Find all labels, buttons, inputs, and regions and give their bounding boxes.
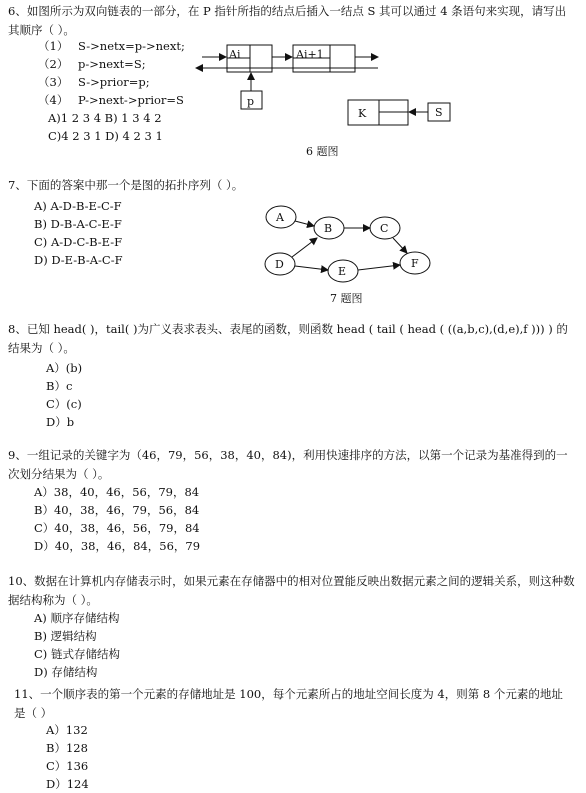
q7-option-b: B) D-B-A-C-E-F xyxy=(34,217,122,231)
graph-node-f: F xyxy=(411,257,419,270)
q10-option-a: A) 顺序存储结构 xyxy=(34,611,120,625)
q8-option-d: D）b xyxy=(46,415,75,429)
statement-number: （4） xyxy=(38,93,69,107)
q7-stem: 7、下面的答案中那一个是图的拓扑序列（ ）。 xyxy=(8,178,244,192)
pointer-p-label: p xyxy=(247,95,255,108)
graph-node-a: A xyxy=(276,211,284,224)
node-ai-label: Ai xyxy=(229,48,241,61)
q10-option-c: C) 链式存储结构 xyxy=(34,647,120,661)
statement-number: （2） xyxy=(38,57,69,71)
q8-stem: 8、已知 head( )，tail( )为广义表求表头、表尾的函数，则函数 head ( tail ( head ( ((a,b,c),(d,e),f ))) ) 的结果为（ ）。 xyxy=(8,322,568,355)
q10-option-b: B) 逻辑结构 xyxy=(34,629,97,643)
edge-d-b xyxy=(292,238,317,257)
q8-option-c: C）(c) xyxy=(46,397,82,411)
graph-node-e: E xyxy=(338,265,347,278)
pointer-s-box xyxy=(428,103,450,121)
q6-stem: 6、如图所示为双向链表的一部分，在 P 指针所指的结点后插入一结点 S 其可以通过 4 条语句来实现，请写出其顺序（ ）。 xyxy=(8,4,567,37)
edge-c-f xyxy=(393,238,407,253)
statement-code: p->next=S; xyxy=(77,57,146,71)
statement-code: P->next->prior=S xyxy=(77,93,184,107)
node-k-label: K xyxy=(358,107,367,120)
q6-caption: 6 题图 xyxy=(306,145,339,158)
q10-stem: 10、数据在计算机内存储表示时，如果元素在存储器中的相对位置能反映出数据元素之间的逻辑关系，则这种数据结构称为（ ）。 xyxy=(8,574,575,607)
node-ai-plus-1-label: Ai+1 xyxy=(296,48,324,61)
graph-node-c: C xyxy=(380,222,389,235)
node-ai xyxy=(227,45,272,72)
edge-e-f xyxy=(358,265,400,270)
statement-code: S->prior=p; xyxy=(77,75,150,89)
q9-option-c: C）40，38，46，56，79，84 xyxy=(34,521,200,535)
pointer-s-label: S xyxy=(435,106,443,119)
q11-option-c: C）136 xyxy=(46,759,89,773)
edge-d-e xyxy=(295,266,328,270)
q6-statement-1 xyxy=(38,38,185,54)
q7-graph xyxy=(265,206,430,282)
q11-option-d: D）124 xyxy=(46,777,89,791)
statement-code: S->netx=p->next; xyxy=(77,39,185,53)
q6-statement-3 xyxy=(38,74,150,90)
q7-option-a: A) A-D-B-E-C-F xyxy=(34,199,122,213)
q6-statement-2 xyxy=(38,56,146,72)
q6-statement-4 xyxy=(38,92,184,108)
node-ai-plus-1 xyxy=(293,45,355,72)
node-k xyxy=(348,100,408,125)
q7-caption: 7 题图 xyxy=(330,292,363,305)
q7-option-c: C) A-D-C-B-E-F xyxy=(34,235,123,249)
statement-number: （3） xyxy=(38,75,69,89)
statement-number: （1） xyxy=(38,39,69,53)
q6-options-line-2: C)4 2 3 1 D) 4 2 3 1 xyxy=(48,129,163,143)
q10-option-d: D) 存储结构 xyxy=(34,665,98,679)
q9-stem: 9、一组记录的关键字为（46，79，56，38，40，84)，利用快速排序的方法，以第一个记录为基准得到的一次划分结果为（ ）。 xyxy=(8,448,568,481)
q11-option-b: B）128 xyxy=(46,741,88,755)
q11-stem: 11、一个顺序表的第一个元素的存储地址是 100，每个元素所占的地址空间长度为 4，则第 8 个元素的地址是（ ） xyxy=(14,687,563,720)
q9-option-b: B）40，38，46，79，56，84 xyxy=(34,503,200,517)
pointer-p-box xyxy=(241,91,262,109)
q9-option-d: D）40，38，46，84，56，79 xyxy=(34,539,201,553)
q6-options-line-1: A)1 2 3 4 B) 1 3 4 2 xyxy=(48,111,162,125)
graph-node-b: B xyxy=(324,222,333,235)
q11-option-a: A）132 xyxy=(46,723,88,737)
q8-option-b: B）c xyxy=(46,379,73,393)
q9-option-a: A）38，40，46，56，79，84 xyxy=(34,485,200,499)
edge-a-b xyxy=(295,221,314,226)
q8-option-a: A）(b) xyxy=(46,361,83,375)
graph-node-d: D xyxy=(275,258,284,271)
q7-option-d: D) D-E-B-A-C-F xyxy=(34,253,123,267)
